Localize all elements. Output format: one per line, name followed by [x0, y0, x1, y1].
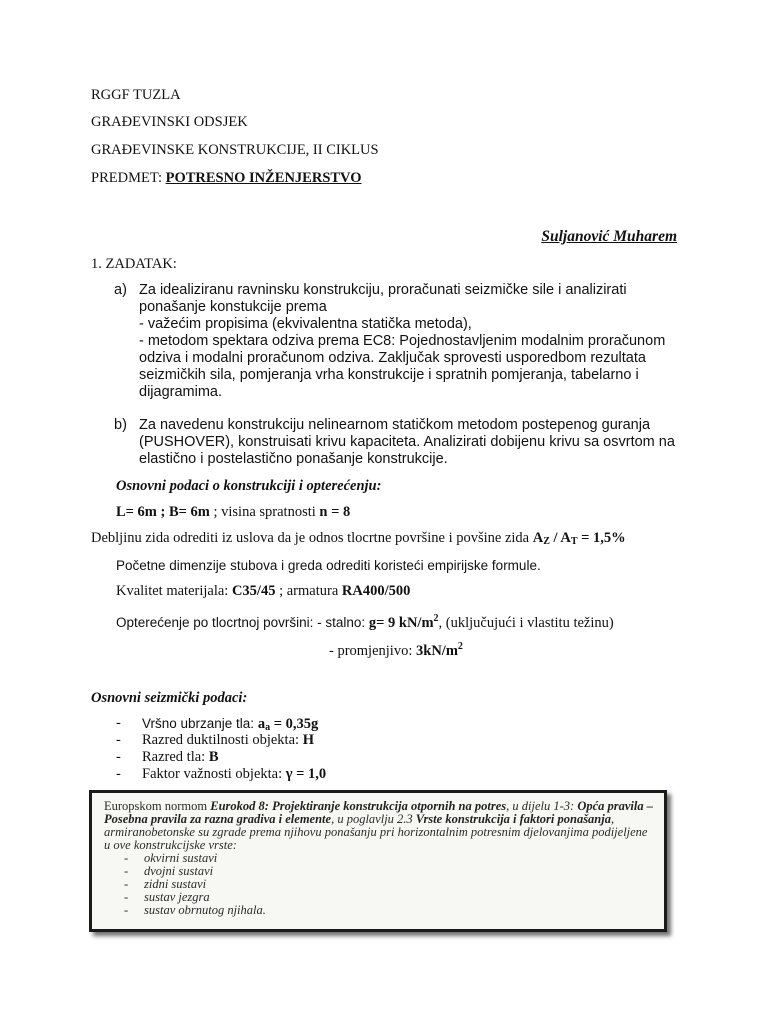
- department-line: GRAĐEVINSKI ODSJEK: [91, 114, 248, 130]
- list-item: - dvojni sustavi: [124, 865, 664, 878]
- seismic-heading: Osnovni seizmički podaci:: [91, 690, 248, 706]
- basic-data-heading: Osnovni podaci o konstrukciji i opterećenju:: [116, 478, 382, 494]
- task-a-line: ponašanje konstukcije prema: [139, 299, 327, 315]
- institution-line: RGGF TUZLA: [91, 87, 181, 103]
- dims-values: L= 6m ; B= 6m: [116, 504, 210, 520]
- task-a-line: odziva i modalni proračunom odziva. Zaključak sprovesti usporedbom rezultata: [139, 350, 646, 366]
- load-permanent: g= 9 kN/m: [368, 615, 434, 631]
- task-a-line: - važećim propisima (ekvivalentna statička metoda),: [139, 316, 472, 332]
- wall-ratio-a: A: [532, 530, 544, 546]
- subject-label: PREDMET:: [91, 170, 162, 186]
- wall-ratio-value: = 1,5%: [577, 530, 626, 546]
- variable-load-line: [329, 638, 463, 660]
- task-a-marker: a): [114, 282, 127, 298]
- task-b-line: (PUSHOVER), konstruisati krivu kapaciteta. Analizirati dobijenu krivu sa osvrtom na: [139, 434, 675, 450]
- task-a-line: Za idealiziranu ravninsku konstrukciju, proračunati seizmičke sile i analizirati: [139, 282, 627, 298]
- list-item: - okvirni sustavi: [124, 852, 664, 865]
- variable-label: - promjenjivo:: [329, 643, 416, 659]
- list-item: - sustav jezgra: [124, 891, 664, 904]
- document-page: RGGF TUZLA GRAĐEVINSKI ODSJEK GRAĐEVINSKE KONSTRUKCIJE, II CIKLUS PREDMET: POTRESNO INŽENJERSTVO Suljanović Muharem 1. ZADATAK: a) Za idealiziranu ravninsku konstrukciju, proračunati seizmičke sile i analizirati ponašanje konstukcije prema - važećim propisima (ekvivalentna statička metoda), - metodom spektara odziva prema EC8: Pojednostavljenim modalnim proračunom odziva i modalni proračunom odziva. Zaključak sprovesti usporedbom rezultata seizmičkih sila, pomjeranja vrha konstrukcije i spratnih pomjeranja, tabelarno i dijagramima. b) Za navedenu konstrukciju nelinearnom statičkom metodom postepenog guranja (PUSHOVER), konstruisati krivu kapaciteta. Analizirati dobijenu krivu sa osvrtom na elastično i postelastično ponašanje konstrukcije. Osnovni podaci o konstrukciji i opterećenju: L= 6m ; B= 6m ; visina spratnosti n = 8 Debljinu zida odrediti iz uslova da je odnos tlocrtne površine i povšine zida $A_Z / A_T = 1,5\%$ Početne dimenzije stubova i greda odrediti koristeći empirijske formule. Kvalitet materijala: C35/45 ; armatura RA400/500 Opterećenje po tlocrtnoj površini: - stalno: g= 9 $kN/m^2$, (uključujući i vlastitu težinu) - promjenjivo: $3kN/m^2$ Osnovni seizmički podaci: - Vršno ubrzanje tla: $a_a = 0,35g$ - Razred duktilnosti objekta: H - Razred tla: B - Faktor važnosti objekta: γ = 1,0 Europskom normom Eurokod 8: Projektiranje konstrukcija otpornih na potres, u dijelu 1-3: Opća pravila – Posebna pravila za razna gradiva i elemente, u poglavlju 2.3 Vrste konstrukcija i faktori ponašanja, armiranobetonske su zgrade prema njihovu ponašanju pri horizontalnim potresnim djelovanjima podijeljene u ove konstrukcijske vrste: - okvirni sustavi - dvojni sustavi - zidni sustavi - sustav jezgra - sustav obrnutog njihala.: [0, 0, 768, 1024]
- load-note: , (uključujući i vlastitu težinu): [438, 615, 614, 631]
- list-item: - sustav obrnutog njihala.: [124, 904, 664, 917]
- list-item: - zidni sustavi: [124, 878, 664, 891]
- material-mid: ; armatura: [275, 583, 342, 599]
- excerpt-paragraph: Europskom normom Eurokod 8: Projektiranje konstrukcija otpornih na potres, u dijelu 1-3: Opća pravila – Posebna pravila za razna gradiva i elemente, u poglavlju 2.3 Vrste konstrukcija i faktori ponašanja, armiranobetonske su zgrade prema njihovu ponašanju pri horizontalnim potresnim djelovanjima podijeljene u ove konstrukcijske vrste:: [104, 799, 653, 852]
- load-line: [116, 610, 614, 632]
- subject-name: POTRESNO INŽENJERSTVO: [165, 170, 362, 186]
- eurocode-excerpt-image: [89, 790, 667, 932]
- task-item-a: [114, 282, 665, 401]
- task-b-line: elastično i postelastično ponašanje konstrukcije.: [139, 451, 448, 467]
- initial-dimensions-line: Početne dimenzije stubova i greda odrediti koristeći empirijske formule.: [116, 558, 541, 573]
- wall-ratio-sep: / A: [549, 530, 571, 546]
- wall-ratio-a-sub: Z: [543, 536, 550, 547]
- wall-ratio-b-sub: T: [570, 536, 578, 547]
- subject-line: [91, 170, 362, 187]
- task-a-line: dijagramima.: [139, 384, 222, 400]
- excerpt-list: [92, 852, 664, 917]
- dims-mid: ; visina spratnosti: [209, 504, 320, 520]
- variable-sup: 2: [457, 641, 463, 652]
- task-title: 1. ZADATAK:: [91, 256, 177, 272]
- material-steel: RA400/500: [341, 583, 411, 599]
- load-sup: 2: [433, 613, 439, 624]
- task-a-line: seizmičkih sila, pomjeranja vrha konstrukcije i spratnih pomjeranja, tabelarno i: [139, 367, 639, 383]
- task-b-line: Za navedenu konstrukciju nelinearnom statičkom metodom postepenog guranja: [139, 417, 651, 433]
- variable-value: 3kN/m: [416, 643, 458, 659]
- task-a-line: - metodom spektara odziva prema EC8: Pojednostavljenim modalnim proračunom: [139, 333, 666, 349]
- program-line: GRAĐEVINSKE KONSTRUKCIJE, II CIKLUS: [91, 142, 379, 158]
- material-line: [116, 583, 410, 600]
- task-item-b: [114, 417, 675, 468]
- material-concrete: C35/45: [231, 583, 276, 599]
- material-label: Kvalitet materijala:: [116, 583, 232, 599]
- author-name: Suljanović Muharem: [541, 228, 677, 245]
- task-b-marker: b): [114, 417, 127, 433]
- load-label: Opterećenje po tlocrtnoj površini: - stalno:: [116, 615, 369, 630]
- dims-storeys: n = 8: [319, 504, 351, 520]
- wall-thickness-line: [91, 530, 626, 550]
- dimensions-line: [116, 504, 350, 521]
- wall-text: Debljinu zida odrediti iz uslova da je odnos tlocrtne površine i povšine zida: [91, 530, 533, 546]
